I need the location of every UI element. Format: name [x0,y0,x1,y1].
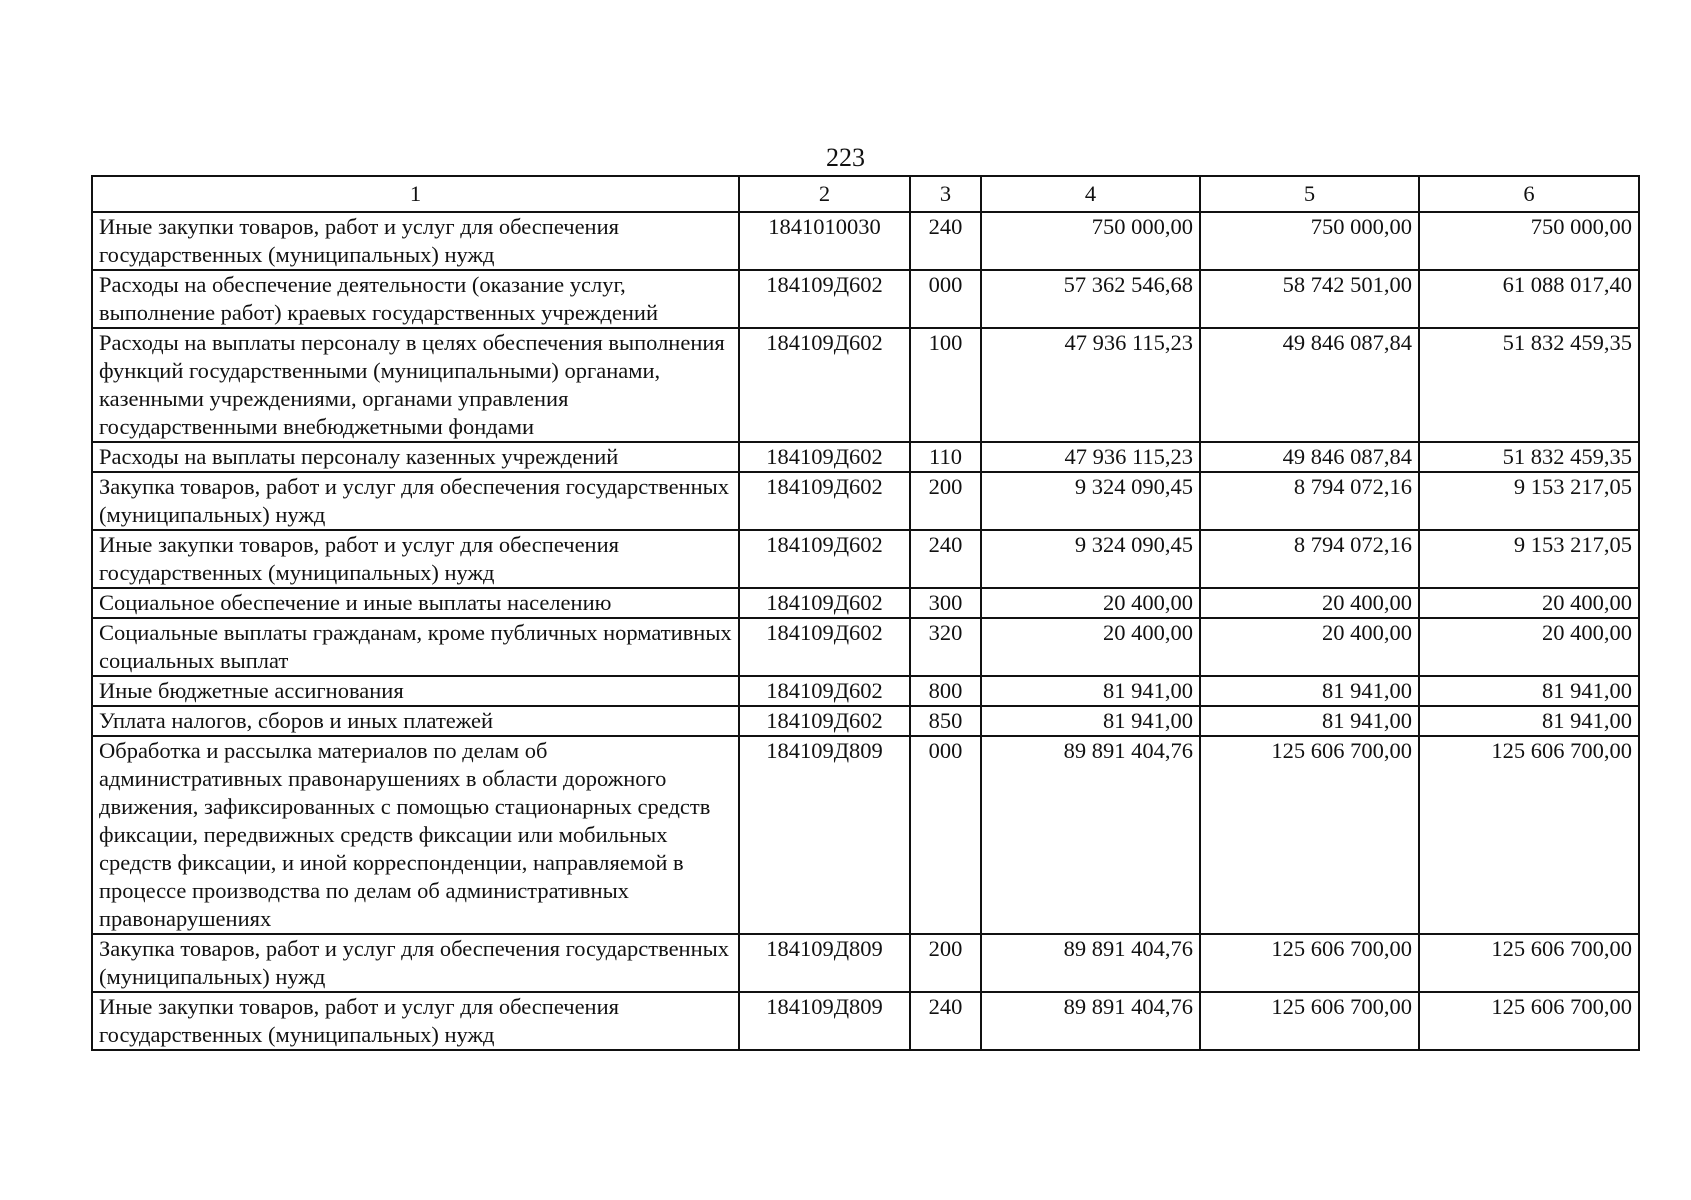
expense-kind: 240 [910,992,981,1050]
column-header-1: 1 [92,176,739,212]
amount-col-4: 81 941,00 [981,676,1200,706]
amount-col-6: 20 400,00 [1419,588,1639,618]
amount-col-6: 51 832 459,35 [1419,328,1639,442]
amount-col-5: 8 794 072,16 [1200,472,1419,530]
table-row [92,212,1639,270]
amount-col-5: 81 941,00 [1200,676,1419,706]
table-row [92,472,1639,530]
amount-col-5: 125 606 700,00 [1200,992,1419,1050]
expense-kind: 000 [910,270,981,328]
header-row [92,176,1639,212]
expense-kind: 100 [910,328,981,442]
target-code: 184109Д602 [739,530,910,588]
expense-name: Расходы на выплаты персоналу в целях обеспечения выполнения функций государственными (муниципальными) органами, казенными учреждениями, органами управления государственными внебюджетными фондами [92,328,739,442]
expense-kind: 850 [910,706,981,736]
target-code: 184109Д602 [739,328,910,442]
expense-kind: 200 [910,472,981,530]
amount-col-4: 57 362 546,68 [981,270,1200,328]
column-header-3: 3 [910,176,981,212]
target-code: 184109Д602 [739,676,910,706]
target-code: 184109Д602 [739,270,910,328]
target-code: 184109Д809 [739,736,910,934]
amount-col-4: 81 941,00 [981,706,1200,736]
expense-name: Закупка товаров, работ и услуг для обеспечения государственных (муниципальных) нужд [92,934,739,992]
expense-name: Расходы на выплаты персоналу казенных учреждений [92,442,739,472]
table-row [92,992,1639,1050]
target-code: 184109Д809 [739,992,910,1050]
expense-name: Иные бюджетные ассигнования [92,676,739,706]
table-row [92,736,1639,934]
amount-col-6: 20 400,00 [1419,618,1639,676]
amount-col-5: 58 742 501,00 [1200,270,1419,328]
amount-col-6: 750 000,00 [1419,212,1639,270]
expense-name: Социальное обеспечение и иные выплаты населению [92,588,739,618]
amount-col-5: 750 000,00 [1200,212,1419,270]
amount-col-5: 125 606 700,00 [1200,736,1419,934]
expense-kind: 110 [910,442,981,472]
expense-kind: 300 [910,588,981,618]
amount-col-5: 49 846 087,84 [1200,328,1419,442]
table-row [92,706,1639,736]
amount-col-4: 20 400,00 [981,588,1200,618]
amount-col-5: 20 400,00 [1200,618,1419,676]
table-row [92,934,1639,992]
expense-kind: 240 [910,212,981,270]
amount-col-5: 49 846 087,84 [1200,442,1419,472]
budget-table [91,175,1640,1051]
amount-col-4: 750 000,00 [981,212,1200,270]
expense-name: Социальные выплаты гражданам, кроме публичных нормативных социальных выплат [92,618,739,676]
target-code: 184109Д602 [739,706,910,736]
amount-col-4: 89 891 404,76 [981,736,1200,934]
target-code: 1841010030 [739,212,910,270]
target-code: 184109Д602 [739,472,910,530]
table-row [92,618,1639,676]
expense-kind: 240 [910,530,981,588]
amount-col-4: 89 891 404,76 [981,992,1200,1050]
expense-name: Уплата налогов, сборов и иных платежей [92,706,739,736]
column-header-2: 2 [739,176,910,212]
target-code: 184109Д602 [739,442,910,472]
target-code: 184109Д602 [739,618,910,676]
amount-col-6: 81 941,00 [1419,676,1639,706]
table-row [92,588,1639,618]
table-row [92,442,1639,472]
amount-col-4: 47 936 115,23 [981,442,1200,472]
column-header-5: 5 [1200,176,1419,212]
expense-name: Обработка и рассылка материалов по делам об административных правонарушениях в области дорожного движения, зафиксированных с помощью стационарных средств фиксации, передвижных средств фиксации или мобильных средств фиксации, и иной корреспонденции, направляемой в процессе производства по делам об административных правонарушениях [92,736,739,934]
column-header-4: 4 [981,176,1200,212]
target-code: 184109Д809 [739,934,910,992]
table-row [92,676,1639,706]
amount-col-4: 20 400,00 [981,618,1200,676]
amount-col-4: 47 936 115,23 [981,328,1200,442]
expense-name: Закупка товаров, работ и услуг для обеспечения государственных (муниципальных) нужд [92,472,739,530]
target-code: 184109Д602 [739,588,910,618]
amount-col-6: 9 153 217,05 [1419,472,1639,530]
amount-col-6: 81 941,00 [1419,706,1639,736]
amount-col-5: 8 794 072,16 [1200,530,1419,588]
amount-col-6: 51 832 459,35 [1419,442,1639,472]
expense-name: Иные закупки товаров, работ и услуг для обеспечения государственных (муниципальных) нужд [92,530,739,588]
amount-col-5: 20 400,00 [1200,588,1419,618]
table-row [92,328,1639,442]
amount-col-4: 9 324 090,45 [981,472,1200,530]
amount-col-6: 61 088 017,40 [1419,270,1639,328]
amount-col-6: 125 606 700,00 [1419,736,1639,934]
amount-col-5: 81 941,00 [1200,706,1419,736]
expense-kind: 800 [910,676,981,706]
table-row [92,270,1639,328]
expense-name: Иные закупки товаров, работ и услуг для обеспечения государственных (муниципальных) нужд [92,212,739,270]
expense-name: Иные закупки товаров, работ и услуг для обеспечения государственных (муниципальных) нужд [92,992,739,1050]
expense-name: Расходы на обеспечение деятельности (оказание услуг, выполнение работ) краевых государственных учреждений [92,270,739,328]
page-number: 223 [826,143,865,172]
amount-col-6: 9 153 217,05 [1419,530,1639,588]
amount-col-6: 125 606 700,00 [1419,992,1639,1050]
expense-kind: 000 [910,736,981,934]
amount-col-5: 125 606 700,00 [1200,934,1419,992]
amount-col-4: 9 324 090,45 [981,530,1200,588]
expense-kind: 200 [910,934,981,992]
amount-col-4: 89 891 404,76 [981,934,1200,992]
expense-kind: 320 [910,618,981,676]
amount-col-6: 125 606 700,00 [1419,934,1639,992]
table-row [92,530,1639,588]
column-header-6: 6 [1419,176,1639,212]
